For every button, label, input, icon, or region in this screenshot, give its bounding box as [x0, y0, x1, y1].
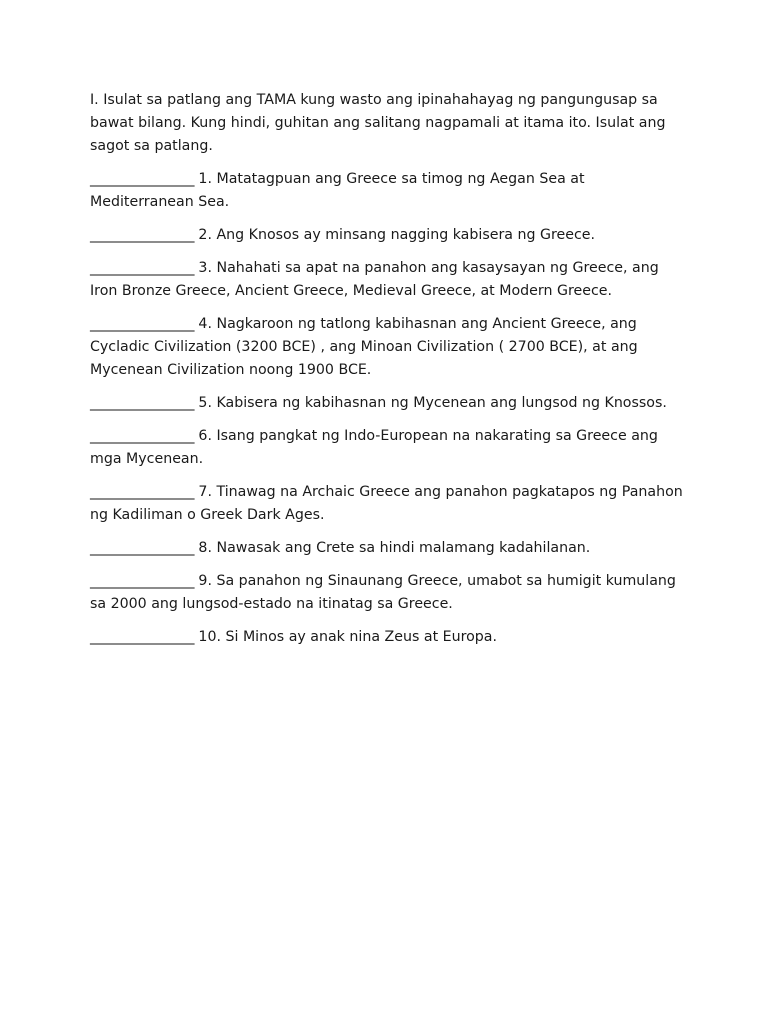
- list-item: [90, 626, 690, 649]
- answer-blank[interactable]: ________________: [90, 573, 194, 589]
- answer-blank[interactable]: ________________: [90, 428, 194, 444]
- item-text: 5. Kabisera ng kabihasnan ng Mycenean ang lungsod ng Knossos.: [193, 395, 667, 411]
- list-item: [90, 313, 690, 382]
- list-item: [90, 537, 690, 560]
- list-item: [90, 570, 690, 616]
- list-item: [90, 425, 690, 471]
- list-item: [90, 168, 690, 214]
- item-text: 4. Nagkaroon ng tatlong kabihasnan ang Ancient Greece, ang Cycladic Civilization (3200 BCE) , ang Minoan Civilization ( 2700 BCE), at ang Mycenean Civilization noong 1900 BCE.: [90, 316, 638, 378]
- answer-blank[interactable]: ________________: [90, 629, 194, 645]
- item-text: 1. Matatagpuan ang Greece sa timog ng Aegan Sea at Mediterranean Sea.: [90, 171, 585, 210]
- answer-blank[interactable]: ________________: [90, 395, 194, 411]
- answer-blank[interactable]: ________________: [90, 260, 194, 276]
- item-text: 9. Sa panahon ng Sinaunang Greece, umabot sa humigit kumulang sa 2000 ang lungsod-estado na itinatag sa Greece.: [90, 573, 676, 612]
- item-text: 10. Si Minos ay anak nina Zeus at Europa.: [193, 629, 498, 645]
- instructions-text: I. Isulat sa patlang ang TAMA kung wasto ang ipinahahayag ng pangungusap sa bawat bilang. Kung hindi, guhitan ang salitang nagpamali at itama ito. Isulat ang sagot sa patlang.: [90, 92, 666, 154]
- item-text: 3. Nahahati sa apat na panahon ang kasaysayan ng Greece, ang Iron Bronze Greece, Ancient Greece, Medieval Greece, at Modern Greece.: [90, 260, 659, 299]
- answer-blank[interactable]: ________________: [90, 484, 194, 500]
- answer-blank[interactable]: ________________: [90, 540, 194, 556]
- list-item: [90, 224, 690, 247]
- item-text: 8. Nawasak ang Crete sa hindi malamang kadahilanan.: [193, 540, 591, 556]
- list-item: [90, 481, 690, 527]
- list-item: [90, 392, 690, 415]
- item-text: 2. Ang Knosos ay minsang nagging kabisera ng Greece.: [193, 227, 596, 243]
- answer-blank[interactable]: ________________: [90, 227, 194, 243]
- answer-blank[interactable]: ________________: [90, 171, 194, 187]
- answer-blank[interactable]: ________________: [90, 316, 194, 332]
- item-text: 6. Isang pangkat ng Indo-European na nakarating sa Greece ang mga Mycenean.: [90, 428, 658, 467]
- worksheet-page: [90, 89, 690, 659]
- item-text: 7. Tinawag na Archaic Greece ang panahon pagkatapos ng Panahon ng Kadiliman o Greek Dark Ages.: [90, 484, 683, 523]
- list-item: [90, 257, 690, 303]
